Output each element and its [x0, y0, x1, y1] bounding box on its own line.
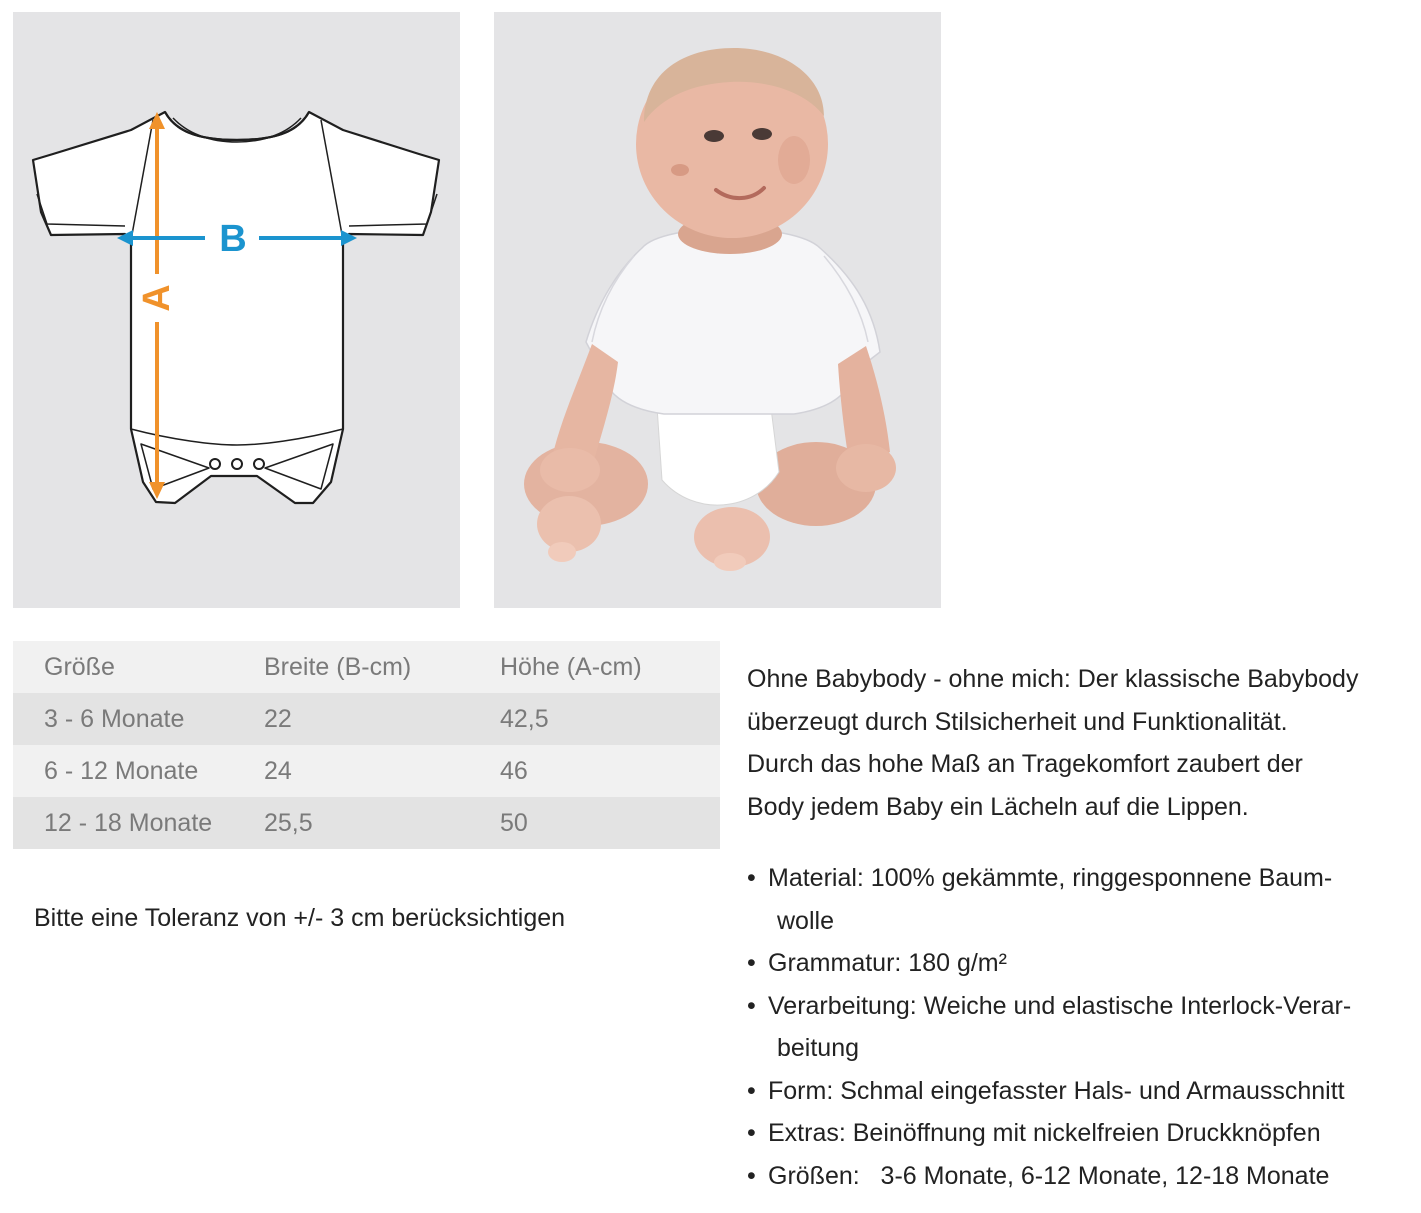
column-header-width: Breite (B-cm): [264, 652, 412, 681]
cell-height: 42,5: [500, 704, 549, 733]
feature-text: Form: Schmal eingefasster Hals- und Armausschnitt: [768, 1076, 1345, 1105]
label-a: A: [136, 284, 178, 312]
cell-width: 22: [264, 704, 292, 733]
list-item: [747, 1070, 1419, 1113]
snap-buttons: [210, 459, 264, 469]
tolerance-note: Bitte eine Toleranz von +/- 3 cm berücksichtigen: [34, 904, 566, 932]
feature-text: Extras: Beinöffnung mit nickelfreien Druckknöpfen: [768, 1119, 1321, 1147]
bullet-icon: •: [747, 1161, 756, 1190]
cell-size: 3 - 6 Monate: [44, 704, 185, 733]
description-line: Ohne Babybody - ohne mich: Der klassische Babybody: [747, 665, 1359, 693]
list-item: [747, 1112, 1419, 1155]
bullet-icon: •: [747, 1076, 756, 1105]
column-header-height: Höhe (A-cm): [500, 652, 642, 681]
cell-height: 50: [500, 808, 528, 837]
cell-size: 6 - 12 Monate: [44, 756, 199, 785]
product-description: [747, 658, 1419, 828]
baby-photo-panel: [494, 12, 941, 608]
feature-text: Material: 100% gekämmte, ringgesponnene Baum-: [768, 864, 1333, 892]
size-table: [13, 641, 720, 849]
bullet-icon: •: [747, 991, 756, 1020]
baby-photo: [494, 12, 941, 608]
cell-width: 24: [264, 756, 292, 785]
cell-height: 46: [500, 756, 528, 785]
feature-text: Größen: 3-6 Monate, 6-12 Monate, 12-18 Monate: [768, 1161, 1330, 1190]
table-row: [13, 745, 720, 797]
white-bodysuit: [586, 229, 880, 415]
list-item: [747, 985, 1419, 1070]
feature-text: Verarbeitung: Weiche und elastische Interlock-Verar-: [768, 991, 1352, 1020]
table-row: [13, 797, 720, 849]
bullet-icon: •: [747, 949, 756, 977]
list-item: [747, 857, 1419, 942]
bodysuit-diagram: [13, 12, 460, 608]
list-item: [747, 1155, 1419, 1198]
bodysuit-outline: [33, 112, 439, 503]
column-header-size: Größe: [44, 652, 115, 681]
size-diagram-panel: [13, 12, 460, 608]
baby-head: [636, 48, 828, 238]
cell-width: 25,5: [264, 808, 313, 837]
feature-text-continued: beitung: [777, 1034, 860, 1062]
list-item: [747, 942, 1419, 985]
description-line: Durch das hohe Maß an Tragekomfort zaubert der: [747, 750, 1303, 778]
feature-list: [747, 857, 1419, 1197]
label-b: B: [219, 218, 247, 260]
cell-size: 12 - 18 Monate: [44, 808, 213, 837]
bullet-icon: •: [747, 864, 756, 892]
bullet-icon: •: [747, 1119, 756, 1147]
feature-text: Grammatur: 180 g/m²: [768, 949, 1007, 977]
table-header-row: [13, 641, 720, 693]
description-line: überzeugt durch Stilsicherheit und Funktionalität.: [747, 707, 1288, 736]
description-line: Body jedem Baby ein Lächeln auf die Lippen.: [747, 792, 1249, 821]
feature-text-continued: wolle: [777, 906, 834, 935]
table-row: [13, 693, 720, 745]
